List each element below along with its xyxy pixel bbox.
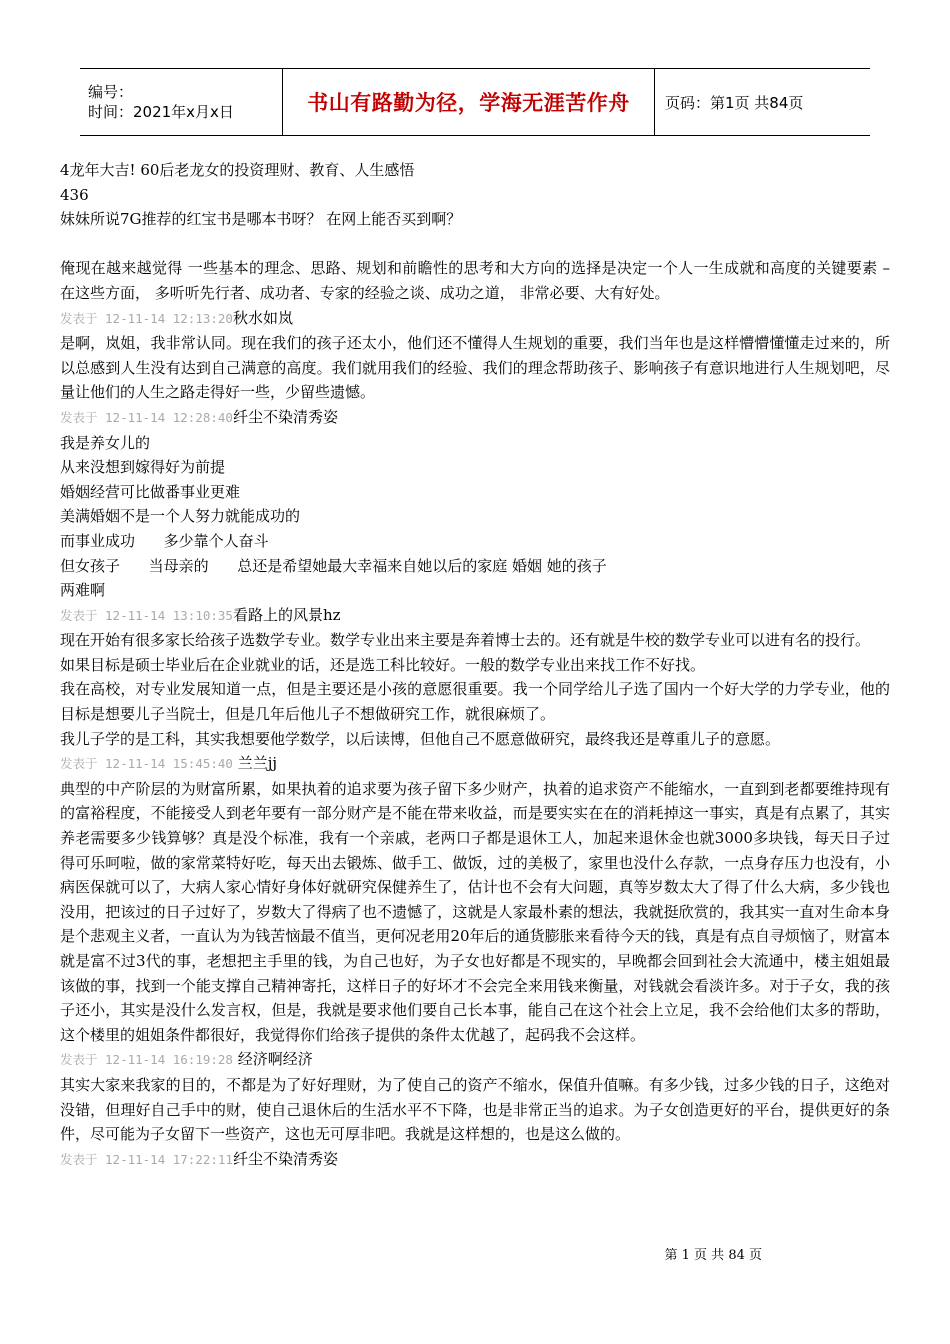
question-text: 妹妹所说7G推荐的红宝书是哪本书呀？ 在网上能否买到啊？ [60, 210, 462, 229]
post-6-author: 纤尘不染清秀姿 [232, 1149, 338, 1168]
post-number: 436 [60, 185, 89, 204]
post-3-paragraph: 如果目标是硕士毕业后在企业就业的话，还是选工科比较好。一般的数学专业出来找工作不好找。 [60, 655, 706, 674]
post-1-meta: 发表于 12-11-14 12:13:20 [60, 310, 233, 326]
post-2-meta: 发表于 12-11-14 12:28:40 [60, 409, 233, 425]
header-page-info: 页码：第1页 共84页 [665, 93, 804, 112]
paragraph-1: 俺现在越来越觉得 一些基本的理念、思路、规划和前瞻性的思考和大方向的选择是决定一个人一生成就和高度的关键要素 – 在这些方面， 多听听先行者、成功者、专家的经验之谈、成功之道， 非常必要、大有好处。 [60, 259, 890, 302]
post-3-meta-line [60, 603, 890, 629]
post-2-line: 两难啊 [60, 581, 106, 600]
post-4-meta: 发表于 12-11-14 15:45:40 [60, 756, 233, 772]
post-2-line: 美满婚姻不是一个人努力就能成功的 [60, 507, 301, 526]
post-3-meta: 发表于 12-11-14 13:10:35 [60, 607, 233, 623]
post-5-text: 其实大家来我家的目的，不都是为了好好理财，为了使自己的资产不缩水，保值升值嘛。有多少钱，过多少钱的日子，这绝对没错，但理好自己手中的财，使自己退休后的生活水平不下降，也是非常正当的追求。为子女创造更好的平台，提供更好的条件，尽可能为子女留下一些资产，这也无可厚非吧。我就是这样想的，也是这么做的。 [60, 1075, 890, 1144]
header-motto: 书山有路勤为径，学海无涯苦作舟 [283, 69, 655, 135]
post-title: 4龙年大吉! 60后老龙女的投资理财、教育、人生感悟 [60, 161, 415, 179]
page-header [80, 68, 870, 136]
post-3-paragraph: 我在高校，对专业发展知道一点，但是主要还是小孩的意愿很重要。我一个同学给儿子选了国内一个好大学的力学专业，他的目标是想要儿子当院士，但是几年后他儿子不想做研究工作，就很麻烦了。 [60, 680, 890, 724]
post-2-line: 我是养女儿的 [60, 433, 151, 452]
post-1-meta-line [60, 306, 890, 332]
post-4-author: 兰兰jj [237, 754, 278, 773]
post-3-paragraph: 我儿子学的是工科，其实我想要他学数学，以后读博，但他自己不愿意做研究，最终我还是尊重儿子的意愿。 [60, 729, 781, 748]
post-4-meta-line [60, 751, 890, 777]
page-footer: 第 1 页 共 84 页 [664, 1248, 762, 1263]
post-2-line: 但女孩子 当母亲的 总还是希望她最大幸福来自她以后的家庭 婚姻 她的孩子 [60, 556, 607, 575]
post-6-meta: 发表于 12-11-14 17:22:11 [60, 1151, 233, 1167]
header-info-cell [80, 69, 283, 135]
number-label: 编号： [88, 83, 134, 101]
post-3-author: 看路上的风景hz [232, 605, 341, 624]
post-1-author: 秋水如岚 [232, 308, 293, 327]
post-3-paragraph: 现在开始有很多家长给孩子选数学专业。数学专业出来主要是奔着博士去的。还有就是牛校的数学专业可以进有名的投行。 [60, 631, 871, 650]
post-6-meta-line [60, 1147, 890, 1173]
post-2-line: 从来没想到嫁得好为前提 [60, 458, 226, 477]
time-label: 时间：2021年x月x日 [88, 103, 234, 121]
post-2-author: 纤尘不染清秀姿 [232, 407, 338, 426]
post-1-text: 是啊，岚姐，我非常认同。现在我们的孩子还太小，他们还不懂得人生规划的重要，我们当年也是这样懵懵懂懂走过来的，所以总感到人生没有达到自己满意的高度。我们就用我们的经验、我们的理念帮助孩子、影响孩子有意识地进行人生规划吧，尽量让他们的人生之路走得好一些，少留些遗憾。 [60, 334, 890, 402]
post-5-author: 经济啊经济 [237, 1050, 313, 1069]
post-2-meta-line [60, 405, 890, 431]
post-5-meta: 发表于 12-11-14 16:19:28 [60, 1052, 233, 1068]
document-body [60, 158, 890, 1172]
post-4-text: 典型的中产阶层的为财富所累，如果执着的追求要为孩子留下多少财产，执着的追求资产不能缩水，一直到到老都要维持现有的富裕程度，不能接受人到老年要有一部分财产是不能在带来收益，而是要实实在在的消耗掉这一事实，真是有点累了，其实养老需要多少钱算够？真是没个标准，我有一个亲戚，老两口子都是退休工人，加起来退休金也就3000多块钱，每天日子过得可乐呵啦，做的家常菜特好吃，每天出去锻炼、做手工、做饭，过的美极了，家里也没什么存款，一点身存压力也没有，小病医保就可以了，大病人家心情好身体好就研究保健养生了，估计也不会有大问题，真等岁数太大了得了什么大病，多少钱也没用，把该过的日子过好了，岁数大了得病了也不遗憾了，这就是人家最朴素的想法，我就挺欣赏的，我其实一直对生命本身是个悲观主义者，一直认为为钱苦恼最不值当，更何况老用20年后的通货膨胀来看待今天的钱，真是有点自寻烦恼了，财富本就是富不过3代的事，老想把主手里的钱，为自己也好，为子女也好都是不现实的，早晚都会回到社会大流通中，楼主姐姐最该做的事，找到一个能支撑自己精神寄托，这样日子的好坏才不会完全来用钱来衡量，对钱就会看淡许多。对于子女，我的孩子还小，其实是没什么发言权，但是，我就是要求他们要自己长本事，能自己在这个社会上立足，我不会给他们太多的帮助，这个楼里的姐姐条件都很好，我觉得你们给孩子提供的条件太优越了，起码我不会这样。 [60, 779, 890, 1044]
post-5-meta-line [60, 1047, 890, 1073]
post-2-line: 婚姻经营可比做番事业更难 [60, 482, 241, 501]
post-2-line: 而事业成功 多少靠个人奋斗 [60, 531, 269, 550]
